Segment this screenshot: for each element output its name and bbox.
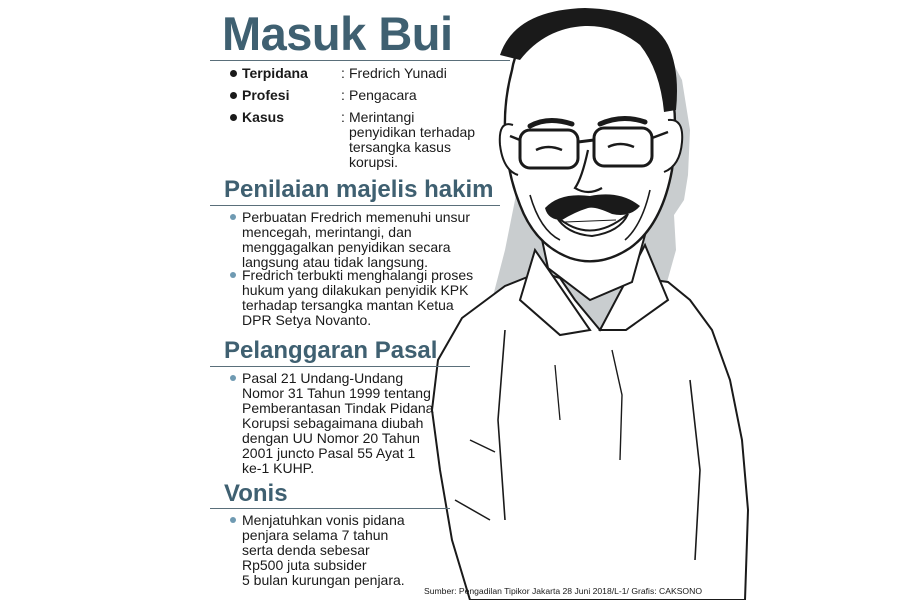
source-credit: Sumber: Pengadilan Tipikor Jakarta 28 Juni 2018/L-1/ Grafis: CAKSONO (424, 586, 702, 596)
profile-value: Pengacara (349, 87, 417, 103)
list-item: Perbuatan Fredrich memenuhi unsur mencegah, merintangi, dan menggagalkan penyidikan secara langsung atau tidak langsung. (230, 210, 510, 270)
bullet-dot (230, 70, 237, 77)
title-divider (210, 60, 510, 61)
section-title-penilaian: Penilaian majelis hakim (224, 176, 494, 203)
profile-terpidana: Terpidana : Fredrich Yunadi (230, 66, 500, 82)
list-item: Pasal 21 Undang-Undang Nomor 31 Tahun 1999 tentang Pemberantasan Tindak Pidana Korupsi sebagaimana diubah dengan UU Nomor 20 Tahun 2001 juncto Pasal 55 Ayat 1 ke-1 KUHP. (230, 371, 480, 476)
section-divider (210, 205, 500, 206)
profile-label: Profesi (242, 87, 290, 103)
bullet-dot (230, 92, 237, 99)
section-title-pelanggaran: Pelanggaran Pasal (224, 337, 438, 364)
bullet-dot (230, 272, 236, 278)
profile-value: Fredrich Yunadi (349, 65, 447, 81)
section-divider (210, 366, 470, 367)
list-item: Menjatuhkan vonis pidana penjara selama 7 tahun serta denda sebesar Rp500 juta subsider 5 bulan kurungan penjara. (230, 513, 430, 589)
list-item: Fredrich terbukti menghalangi proses hukum yang dilakukan penyidik KPK terhadap tersangka mantan Ketua DPR Setya Novanto. (230, 268, 510, 328)
section-title-vonis: Vonis (224, 480, 288, 507)
page-title: Masuk Bui (222, 7, 453, 60)
bullet-dot (230, 114, 237, 121)
profile-value: Merintangi penyidikan terhadap tersangka kasus korupsi. (349, 109, 476, 170)
profile-profesi: Profesi : Pengacara (230, 88, 500, 104)
bullet-dot (230, 517, 236, 523)
section-divider (210, 508, 450, 509)
profile-label: Terpidana (242, 65, 308, 81)
bullet-dot (230, 214, 236, 220)
profile-label: Kasus (242, 109, 285, 125)
bullet-dot (230, 375, 236, 381)
profile-kasus: Kasus : Merintangi penyidikan terhadap tersangka kasus korupsi. (230, 110, 500, 172)
